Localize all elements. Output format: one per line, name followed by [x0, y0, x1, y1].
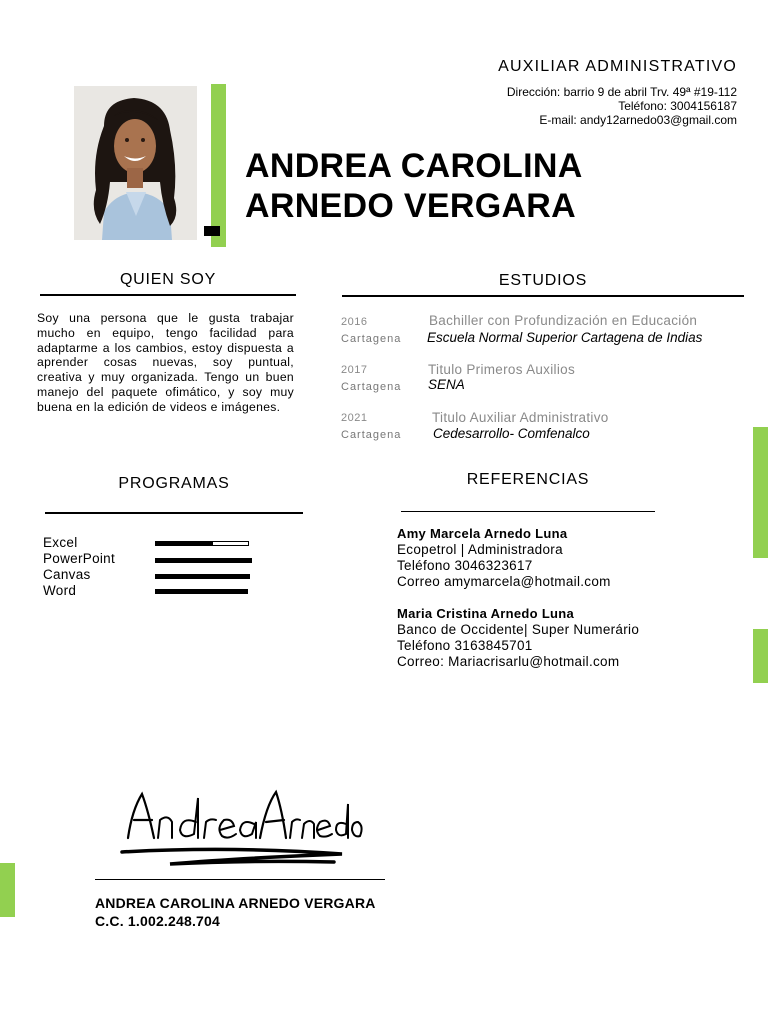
accent-bar-right-1 — [753, 427, 768, 558]
about-text: Soy una persona que le gusta trabajar mucho en equipo, tengo facilidad para adaptarme a los cambios, estoy dispuesta a aprender cosas nuevas, soy puntual, creativa y muy organizada. Tengo un buen manejo del paquete ofimático, y soy muy buena en la edición de videos e imágenes. — [37, 311, 294, 414]
reference-email: Correo amymarcela@hotmail.com — [397, 573, 611, 589]
skill-name: Canvas — [43, 567, 91, 582]
study-year: 2021 — [341, 412, 368, 424]
email: E-mail: andy12arnedo03@gmail.com — [539, 113, 737, 127]
study-degree: Titulo Auxiliar Administrativo — [432, 410, 609, 425]
study-city: Cartagena — [341, 333, 402, 345]
reference-phone: Teléfono 3046323617 — [397, 557, 533, 573]
reference-company: Ecopetrol | Administradora — [397, 542, 563, 557]
about-heading: QUIEN SOY — [119, 271, 217, 288]
signature-id: C.C. 1.002.248.704 — [95, 913, 221, 929]
accent-square — [204, 226, 220, 236]
study-city: Cartagena — [341, 381, 402, 393]
studies-divider — [342, 295, 744, 297]
address: Dirección: barrio 9 de abril Trv. 49ª #19-112 — [506, 85, 737, 99]
reference-entry — [397, 526, 611, 589]
studies-heading: ESTUDIOS — [498, 272, 588, 289]
study-institution: Escuela Normal Superior Cartagena de Indias — [427, 330, 703, 345]
study-year: 2016 — [341, 316, 368, 328]
signature-block — [95, 894, 376, 930]
full-name — [245, 146, 583, 226]
reference-email: Correo: Mariacrisarlu@hotmail.com — [397, 653, 620, 669]
skill-name: Excel — [43, 535, 78, 550]
profile-photo — [74, 86, 197, 240]
study-year: 2017 — [341, 364, 368, 376]
reference-company: Banco de Occidente| Super Numerário — [397, 622, 640, 637]
reference-entry — [397, 606, 639, 669]
about-divider — [40, 294, 296, 296]
skill-bar-excel — [155, 541, 249, 546]
phone: Teléfono: 3004156187 — [618, 99, 737, 113]
programs-divider — [45, 512, 303, 514]
study-degree: Titulo Primeros Auxilios — [428, 362, 575, 377]
reference-name: Maria Cristina Arnedo Luna — [397, 606, 575, 621]
accent-bar-right-2 — [753, 629, 768, 683]
study-city: Cartagena — [341, 429, 402, 441]
skill-bar-powerpoint — [155, 558, 252, 563]
job-title: AUXILIAR ADMINISTRATIVO — [498, 58, 737, 75]
signature-name: ANDREA CAROLINA ARNEDO VERGARA — [95, 895, 376, 911]
references-divider — [401, 511, 655, 512]
handwritten-signature — [110, 780, 370, 875]
reference-name: Amy Marcela Arnedo Luna — [397, 526, 568, 541]
skill-bar-word — [155, 589, 248, 594]
study-institution: Cedesarrollo- Comfenalco — [433, 426, 590, 441]
skill-bar-canvas — [155, 574, 250, 579]
study-degree: Bachiller con Profundización en Educación — [429, 313, 698, 328]
reference-phone: Teléfono 3163845701 — [397, 637, 533, 653]
skill-level-fill — [156, 542, 213, 545]
signature-line — [95, 879, 385, 880]
contact-block — [507, 85, 737, 127]
accent-bar-vertical — [211, 84, 226, 247]
skill-name: Word — [43, 583, 77, 598]
references-heading: REFERENCIAS — [466, 471, 590, 488]
study-institution: SENA — [428, 377, 465, 392]
accent-bar-left — [0, 863, 15, 917]
skill-name: PowerPoint — [43, 551, 116, 566]
name-line-1: ANDREA CAROLINA — [245, 147, 583, 185]
name-line-2: ARNEDO VERGARA — [245, 187, 577, 225]
programs-heading: PROGRAMAS — [118, 475, 230, 492]
